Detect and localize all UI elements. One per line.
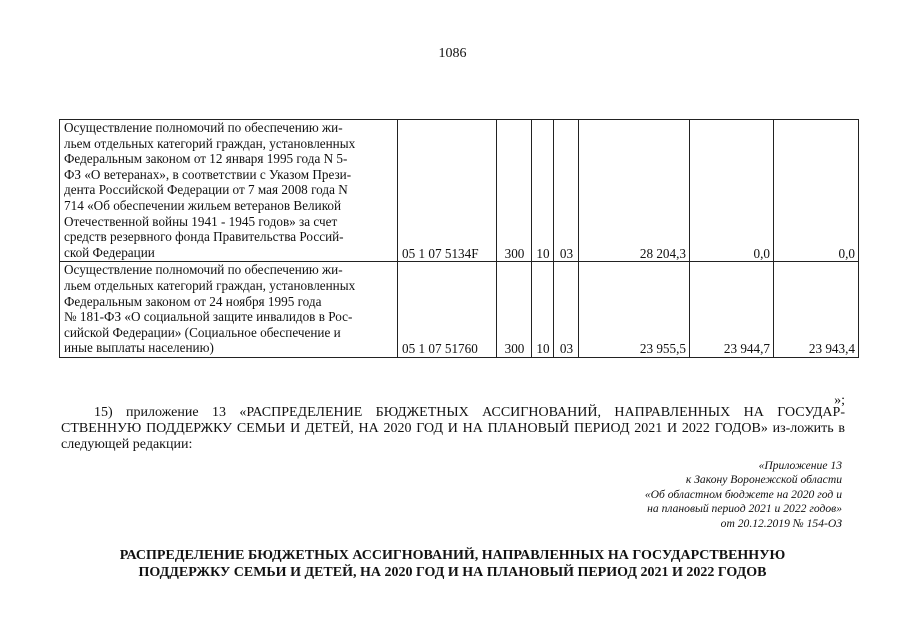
expense-name-line: дента Российской Федерации от 7 мая 2008 года N [64,182,348,198]
expense-name-line: средств резервного фонда Правительства Россий- [64,229,344,245]
expense-name [60,120,398,262]
appendix-line: к Закону Воронежской области [685,473,842,487]
subsection-cell: 03 [554,262,579,358]
page-number: 1086 [438,46,467,61]
table-row [60,120,859,262]
expense-name-line: № 181-ФЗ «О социальной защите инвалидов в Рос- [64,309,353,325]
expense-name-line: Осуществление полномочий по обеспечению жи- [64,262,343,278]
amount-2020-cell: 28 204,3 [579,120,690,262]
expense-name-line: льем отдельных категорий граждан, установленных [64,277,356,293]
appendix-line: «Приложение 13 [758,459,842,472]
section-cell: 10 [532,120,554,262]
section-cell: 10 [532,262,554,358]
amendment-paragraph: 15) приложение 13 «РАСПРЕДЕЛЕНИЕ БЮДЖЕТНЫХ АССИГНОВАНИЙ, НАПРАВЛЕННЫХ НА ГОСУДАР-СТВЕННУЮ ПОДДЕРЖКУ СЕМЬИ И ДЕТЕЙ, НА 2020 ГОД И НА ПЛАНОВЫЙ ПЕРИОД 2021 И 2022 ГОДОВ» из-ложить в следующей редакции: [61,405,845,452]
amount-2022-cell: 23 943,4 [774,262,859,358]
section-heading [0,547,905,581]
expense-name-line: льем отдельных категорий граждан, установленных [64,135,356,151]
expense-type-cell: 300 [497,120,532,262]
expense-name-line: Федеральным законом от 12 января 1995 года N 5- [64,151,348,167]
expense-name-line: сийской Федерации» (Социальное обеспечение и [64,324,341,340]
expense-name-line: ской Федерации [64,244,155,260]
heading-line: РАСПРЕДЕЛЕНИЕ БЮДЖЕТНЫХ АССИГНОВАНИЙ, НАПРАВЛЕННЫХ НА ГОСУДАРСТВЕННУЮ [119,548,786,563]
appendix-line: от 20.12.2019 № 154-ОЗ [720,516,842,530]
expense-name-line: Федеральным законом от 24 ноября 1995 года [64,293,322,309]
expense-name-line: Отечественной войны 1941 - 1945 годов» за счет [64,213,338,229]
budget-table [59,119,859,358]
expense-name [60,262,398,358]
amount-2021-cell: 0,0 [690,120,774,262]
subsection-cell: 03 [554,120,579,262]
amount-2020-cell: 23 955,5 [579,262,690,358]
amount-2022-cell: 0,0 [774,120,859,262]
expense-name-line: иные выплаты населению) [64,340,214,356]
appendix-line: на плановый период 2021 и 2022 годов» [647,502,842,516]
expense-name-line: Осуществление полномочий по обеспечению жи- [64,120,343,135]
expense-type-cell: 300 [497,262,532,358]
table-row [60,262,859,358]
expense-name-line: 714 «Об обеспечении жильем ветеранов Великой [64,197,342,213]
appendix-line: «Об областном бюджете на 2020 год и [644,487,842,501]
heading-line: ПОДДЕРЖКУ СЕМЬИ И ДЕТЕЙ, НА 2020 ГОД И НА ПЛАНОВЫЙ ПЕРИОД 2021 И 2022 ГОДОВ [138,565,767,580]
target-code-cell: 05 1 07 5134F [398,120,497,262]
closing-quote: »; [834,393,845,408]
amount-2021-cell: 23 944,7 [690,262,774,358]
expense-name-line: ФЗ «О ветеранах», в соответствии с Указом Прези- [64,166,352,182]
target-code-cell: 05 1 07 51760 [398,262,497,358]
appendix-note [645,459,842,531]
